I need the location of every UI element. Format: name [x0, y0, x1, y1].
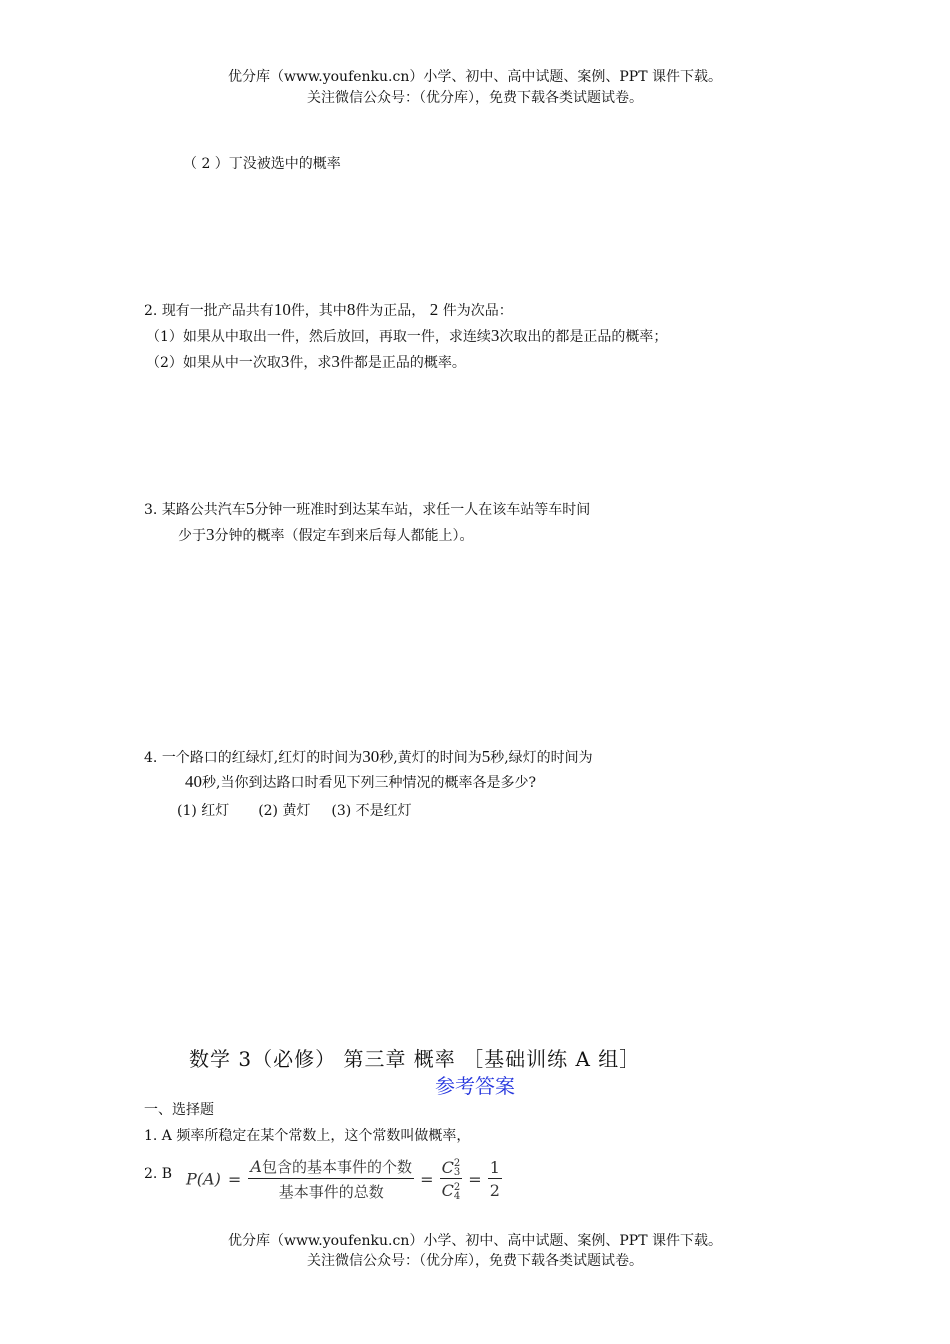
q1-part2: （ 2 ）丁没被选中的概率 [183, 156, 341, 172]
question-4-options [177, 800, 412, 820]
fraction-half [488, 1158, 502, 1200]
q2-p2-text: 件，求 [289, 355, 332, 371]
q2-p2-n1: 3 [280, 352, 290, 371]
q4-text: 秒,当你到达路口时看见下列三种情况的概率各是多少? [202, 775, 536, 791]
q2-p2-n2: 3 [331, 352, 340, 371]
q3-n1: 5 [245, 499, 255, 518]
equals-sign: = [468, 1169, 482, 1189]
answer-2-formula [186, 1156, 502, 1202]
answer-2-label: 2. B [144, 1166, 173, 1182]
comb-bot-c: C [441, 1181, 454, 1200]
q4-text: 秒,绿灯的时间为 [490, 750, 593, 766]
q2-text: 件，其中 [290, 303, 347, 319]
comb-top-sub: 3 [453, 1167, 461, 1178]
q2-p1-text: 次取出的都是正品的概率； [499, 329, 668, 345]
question-2-part2 [146, 352, 466, 372]
header-line-1: 优分库（www.youfenku.cn）小学、初中、高中试题、案例、PPT 课件下载。 [227, 69, 722, 85]
question-3-stem [144, 499, 590, 519]
q2-p1-n: 3 [490, 326, 500, 345]
comb-top-c: C [441, 1157, 454, 1177]
q3-text: 少于 [178, 528, 206, 544]
question-3-line2 [178, 525, 474, 545]
frac-den-text: 基本事件的总数 [278, 1183, 384, 1201]
q4-n1: 30 [362, 747, 380, 766]
q4-option-1: (1) 红灯 [177, 803, 230, 819]
q3-text: 分钟一班准时到达某车站，求任一人在该车站等车时间 [254, 502, 591, 518]
section-title: 数学 3（必修） 第三章 概率 ［基础训练 A 组］ [189, 1047, 641, 1071]
q4-option-2: (2) 黄灯 [258, 803, 311, 819]
q2-p2-text: 件都是正品的概率。 [339, 355, 466, 371]
q2-text: 现有一批产品共有 [161, 303, 274, 319]
q2-text: 件为次品： [442, 303, 513, 319]
q3-text: 某路公共汽车 [161, 502, 246, 518]
header-line-2: 关注微信公众号：（优分库），免费下载各类试题试卷。 [307, 90, 643, 106]
frac-num-var: A [250, 1157, 262, 1176]
equals-sign: = [420, 1169, 434, 1189]
q4-text: 一个路口的红绿灯,红灯的时间为 [161, 750, 363, 766]
footer-line-2: 关注微信公众号：（优分库），免费下载各类试题试卷。 [307, 1253, 643, 1269]
q4-option-3: (3) 不是红灯 [331, 803, 412, 819]
frac-num-text: 包含的基本事件的个数 [261, 1158, 412, 1176]
half-den: 2 [489, 1181, 500, 1200]
q4-number: 4. [144, 750, 158, 766]
comb-bot-sub: 4 [453, 1190, 461, 1202]
q2-n2: 8 [346, 300, 356, 319]
comb-bot-sup: 2 [453, 1181, 461, 1193]
q2-p1-text: （1）如果从中取出一件，然后放回，再取一件，求连续 [146, 329, 491, 345]
part-heading: 一、选择题 [144, 1102, 214, 1118]
q2-text: 件为正品， [355, 303, 426, 319]
question-2-stem [144, 300, 513, 320]
fraction-combination [440, 1158, 463, 1201]
q4-n2: 5 [481, 747, 491, 766]
q2-number: 2. [144, 303, 158, 319]
question-4-line2 [185, 772, 536, 792]
q4-text: 秒,黄灯的时间为 [379, 750, 482, 766]
q2-n1: 10 [273, 300, 291, 319]
q4-n3: 40 [185, 772, 202, 791]
equals-sign: = [227, 1169, 242, 1189]
question-2-part1 [146, 326, 667, 346]
fraction-events [248, 1156, 414, 1202]
comb-top-sup: 2 [453, 1158, 461, 1169]
footer-line-1: 优分库（www.youfenku.cn）小学、初中、高中试题、案例、PPT 课件下载。 [227, 1233, 722, 1249]
half-num: 1 [489, 1158, 500, 1177]
q3-number: 3. [144, 502, 158, 518]
answers-title: 参考答案 [435, 1074, 515, 1098]
q3-n2: 3 [206, 525, 215, 544]
question-4-stem [144, 747, 593, 767]
formula-lhs: P(A) [186, 1169, 221, 1189]
q3-text: 分钟的概率（假定车到来后每人都能上）。 [214, 528, 474, 544]
q2-p2-text: （2）如果从中一次取 [146, 355, 281, 371]
answer-1: 1. A 频率所稳定在某个常数上，这个常数叫做概率， [144, 1128, 471, 1144]
q2-n3: 2 [429, 300, 439, 319]
